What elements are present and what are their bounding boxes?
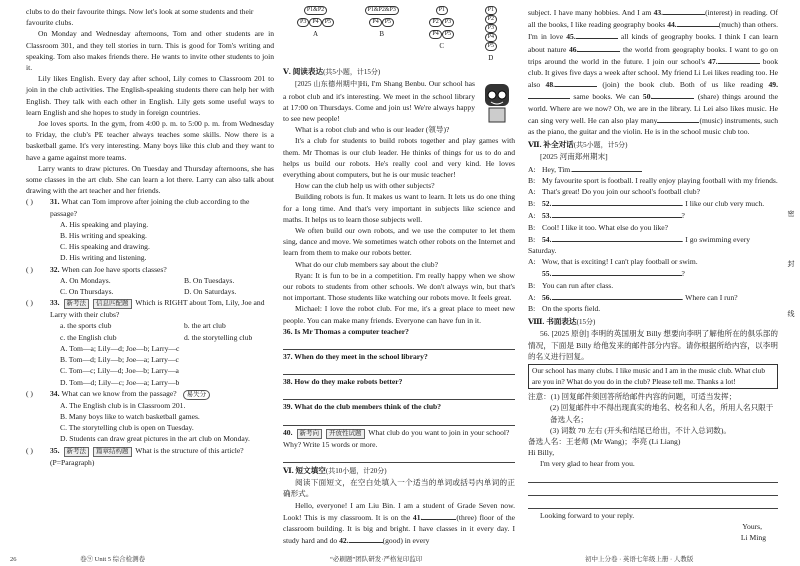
dialogue-blank[interactable] (552, 291, 682, 300)
speaker-label: A: (528, 187, 536, 197)
diagram-node: P2 (429, 18, 441, 27)
seal-line-mark: 线 (787, 310, 795, 317)
answer-paren[interactable]: ( ) (26, 445, 33, 455)
diagram-node: P1 (436, 6, 448, 15)
section-title: Ⅴ. 阅读表达 (283, 67, 324, 77)
passage-line: Michael: I love the robot club. For me, it's a great place to meet new people. You can make many friends. Everyone can have fun in it. (283, 304, 515, 325)
section-title: Ⅵ. 短文填空 (283, 465, 326, 475)
question-number: 32. (50, 264, 60, 274)
option: A. The English club is in Classroom 201. (60, 400, 186, 410)
dialogue-line (528, 291, 778, 303)
match-item: a. the sports club (60, 321, 112, 331)
blank-41[interactable] (422, 511, 456, 520)
option: C. Tom—c; Lily—d; Joe—b; Larry—a (60, 366, 179, 376)
reading-passage (283, 78, 515, 124)
question-36: 36. Is Mr Thomas a computer teacher? (283, 326, 409, 336)
blank-45[interactable] (576, 30, 618, 39)
match-items-33 (26, 320, 274, 342)
passage-line: What do our club members say about the club? (295, 259, 438, 269)
cloze-text: book club. It gives five days a week after school. My friend Li Lei likes reading too. He also (528, 56, 778, 90)
answer-paren[interactable]: ( ) (26, 298, 33, 308)
structure-option-a (297, 6, 334, 64)
diagram-label: A (312, 30, 319, 38)
question-text: When can Joe have sports classes? (61, 264, 167, 274)
option: B. Tom—d; Lily—b; Joe—a; Larry—c (60, 355, 179, 365)
dialogue-text: Wow, that is exciting! I can't play football or swim. (542, 257, 698, 267)
question-text: What is the structure of this article? (P=Paragraph) (50, 445, 244, 467)
blank-number: 49. (768, 80, 778, 90)
answer-line-37[interactable] (283, 363, 515, 375)
dialogue-text: 53. (542, 211, 552, 221)
dialogue-text: You can run after class. (542, 280, 614, 290)
dialogue-text: Cool! I like it too. What else do you like? (542, 222, 668, 232)
option: A. Tom—a; Lily—d; Joe—b; Larry—c (60, 343, 180, 353)
dialogue (528, 163, 778, 315)
source-tag: [2025 山东德州期中] (295, 80, 360, 89)
cloze-text: the world from geography books. I want to go on trips around the world in the future. I join our school's (528, 44, 779, 66)
diagram-node: P4 (309, 18, 321, 27)
speaker-label: B: (528, 199, 536, 209)
diagram-node: P5 (382, 18, 394, 27)
passage-line: We often build our own robots, and we use the computer to let them sing, dance and move. We sometimes watch other robots on the Internet and learn from them to make our robots better. (283, 226, 515, 258)
dialogue-text: That's great! Do you join our school's football club? (542, 187, 700, 197)
diagram-node: P4 (369, 18, 381, 27)
match-item: b. the art club (184, 321, 226, 331)
new-method-tag: 新考法 (64, 299, 90, 309)
dialogue-line (528, 175, 778, 186)
speaker-label: A: (528, 257, 536, 267)
dialogue-line (528, 186, 778, 197)
dialogue-text: ? (681, 211, 685, 221)
section-6-heading (283, 465, 515, 477)
option: C. His speaking and drawing. (60, 242, 150, 252)
section-score: (15分) (576, 318, 596, 327)
options-31 (26, 219, 274, 264)
diagram-label: C (439, 42, 445, 50)
question-text: Which is RIGHT about Tom, Lily, Joe and Larry with their clubs? (50, 298, 265, 320)
speaker-label: B: (528, 175, 536, 185)
option: C. On Thursdays. (60, 287, 114, 297)
diagram-node: P3 (485, 24, 497, 33)
dialogue-text: . I go swimming every Saturday. (528, 234, 751, 256)
option: D. On Saturdays. (184, 287, 237, 297)
diagram-node: P1&P2&P3 (365, 6, 399, 15)
speaker-label: B: (528, 304, 536, 314)
section-instruction: 阅读下面短文，在空白处填入一个适当的单词或括号内单词的正确形式。 (283, 478, 515, 499)
blank-47[interactable] (718, 55, 760, 64)
answer-paren[interactable]: ( ) (26, 197, 33, 207)
passage-line: What is a robot club and who is our leader (领导)? (295, 125, 450, 135)
dialogue-line (528, 280, 778, 291)
option: A. His speaking and playing. (60, 219, 149, 229)
footer-right: 初中上分卷 · 英语七年级上册 · 人教版 (585, 556, 694, 563)
cloze-continued (528, 6, 778, 137)
dialogue-line (528, 197, 778, 209)
question-number: 40. (283, 427, 293, 437)
paragraph-tom: On Monday and Wednesday afternoons, Tom and other students are in Classroom 301, and they tell stories in turn. This is good for Tom's writing and speaking. Tom also makes friends there. He wants to invite other students to join it. (26, 29, 274, 73)
dialogue-line (528, 222, 778, 233)
dialogue-line (528, 267, 778, 279)
paragraph-joe: Joe loves sports. In the gym, from 4:00 p. m. to 5:00 p. m. from Wednesday to Friday, the club's PE teacher always teaches some skills. Now there is a basketball game. It's very interesting. Many boys like this club and they want to have a game against more teams. (26, 119, 274, 162)
diagram-node: P4 (485, 33, 497, 42)
match-item: c. the English club (60, 332, 117, 342)
section-title: Ⅶ. 补全对话 (528, 140, 574, 150)
question-40 (283, 427, 515, 450)
new-method-tag: 新考法 (64, 447, 90, 457)
match-item: d. the storytelling club (184, 332, 253, 342)
cloze-text: (join) the book club. Both of us like reading (602, 80, 764, 90)
diagram-node: P2 (485, 15, 497, 24)
diagram-node: P3 (297, 18, 309, 27)
paragraph-larry: Larry wants to draw pictures. On Tuesday and Thursday afternoons, she has some classes in the art club. She can learn a lot there. Larry can also talk about drawing with the art teacher and her friends. (26, 163, 274, 196)
option: D. Tom—d; Lily—c; Joe—a; Larry—b (60, 377, 180, 387)
column-right (528, 6, 778, 543)
note-line: (2) 回复邮件中不得出现真实的地名、校名和人名，所用人名只限于备选人名； (550, 403, 774, 424)
writing-line[interactable] (528, 484, 778, 496)
letter-closing: Looking forward to your reply. (540, 510, 635, 520)
answer-line-39[interactable] (283, 414, 515, 426)
seal-line-mark: 密 (787, 210, 795, 217)
question-34 (26, 388, 274, 400)
speaker-label: A: (528, 164, 536, 174)
letter-signature: Li Ming (740, 532, 766, 542)
writing-line[interactable] (528, 497, 778, 509)
note-line: (3) 词数 70 左右 (开头和结尾已给出，不计入总词数)。 (550, 425, 731, 435)
blank-48[interactable] (555, 78, 597, 87)
seal-line-mark: 封 (787, 260, 795, 267)
dialogue-line (528, 233, 778, 256)
speaker-label: B: (528, 234, 536, 244)
question-number: 34. (50, 388, 60, 398)
section-7-heading (528, 139, 778, 151)
writing-line[interactable] (528, 471, 778, 483)
cloze-text: all kinds of geography books. I think I can learn about nature (528, 32, 779, 54)
email-excerpt-box: Our school has many clubs. I like music and I am in the music club. What club are you in? What do you do in the club? Please tell me. Thanks a lot! (528, 364, 778, 389)
question-number: 33. (50, 298, 60, 308)
paragraph-lily: Lily likes English. Every day after school, Lily comes to Classroom 201 to join in the club activities. The English-speaking students there can help her with English. They talk with each other in English. Lily gets some useful ways to learn English and she hopes to study in foreign countries. (26, 74, 274, 117)
dialogue-text: Hey, Tim. (542, 164, 573, 174)
option: B. Many boys like to watch basketball games. (60, 411, 200, 421)
answer-paren[interactable]: ( ) (26, 264, 33, 274)
options-33 (26, 343, 274, 388)
column-left (26, 6, 274, 468)
question-type-tag: 开放性试题 (326, 429, 365, 439)
option: D. His writing and listening. (60, 253, 147, 263)
speaker-label: B: (528, 280, 536, 290)
dialogue-blank[interactable] (552, 233, 682, 242)
diagram-node: P1 (485, 6, 497, 15)
source-tag: [2025 河南郑州期末] (540, 152, 608, 162)
diagram-node: P3 (442, 18, 454, 27)
dialogue-text: . Where can I run? (681, 292, 738, 302)
cloze-text: Hello, everyone! I am Liu Bin. I am a student of Grade Seven now. Look! This is my classroom. It is on the (283, 500, 515, 522)
blank-music[interactable] (657, 114, 699, 123)
cloze-text: subject. I have many hobbies. And I am (528, 8, 652, 17)
speaker-label: A: (528, 292, 536, 302)
question-text: What club do you want to join in your school? Why? Write 15 words or more. (283, 427, 510, 449)
question-number: 35. (50, 445, 60, 455)
cloze-text: (music) instruments, such as the piano, the guitar and the violin. He is in the school music club too. (528, 115, 778, 137)
dialogue-blank[interactable] (552, 197, 682, 206)
section-8-heading (528, 316, 778, 328)
dialogue-text: . I like our club very much. (681, 199, 765, 209)
passage-line: Ryan: It is fun to be in a competition. I'm really happy when we show our robots to students from other schools. We don't always win, but that's not important. Those students like watching our robots move. It feels great. (283, 270, 515, 303)
diagram-node: P5 (322, 18, 334, 27)
answer-paren[interactable]: ( ) (26, 388, 33, 398)
options-32 (26, 275, 274, 297)
answer-line-36[interactable] (283, 338, 515, 350)
cloze-text: same books. We can (573, 92, 640, 102)
options-34 (26, 400, 274, 445)
structure-option-d (485, 6, 497, 64)
robot-cartoon-icon (479, 82, 515, 126)
section-score: (共5小题，计15分) (323, 68, 381, 77)
dialogue-line (528, 163, 778, 175)
structure-option-c (429, 6, 454, 64)
dialogue-text: 52. (542, 199, 552, 209)
question-35 (26, 445, 274, 468)
passage-line: Building robots is fun. It makes us want to learn. It lets us do one thing for a long time. And that's very important in subjects like science and maths. It helps us to learn those subjects well. (283, 192, 515, 224)
new-direction-tag: 新考向 (297, 429, 323, 439)
dialogue-line (528, 303, 778, 314)
question-31 (26, 196, 274, 218)
question-number: 31. (50, 197, 60, 207)
blank-42[interactable] (349, 534, 383, 543)
dialogue-blank[interactable] (552, 209, 682, 218)
page-number: 26 (10, 556, 17, 563)
question-text: What can Tom improve after joining the club according to the passage? (50, 197, 250, 218)
option: B. His writing and speaking. (60, 231, 147, 241)
diagram-label: D (488, 54, 494, 62)
column-middle (283, 6, 515, 546)
note-line: 备选人名：王老师 (Mr Wang)；李亮 (Li Liang) (528, 436, 681, 446)
cloze-text: (share) things around the world. Where are we now? Oh, we are in the library. Li Lei also likes music. He can sing very well. He can also play many (528, 92, 778, 125)
option: D. Students can draw great pictures in the art club on Monday. (60, 434, 250, 444)
cloze-text: floor of the classroom building. It is big and bright. I have classes in it every day. I study hard and do (283, 512, 515, 546)
footer-middle: “必刷题”团队研发·严格复印监印 (330, 556, 423, 563)
blank-hint: (much) than others. I'm in love (528, 20, 779, 42)
question-38: 38. How do they make robots better? (283, 377, 403, 387)
question-33 (26, 297, 274, 320)
diagram-label: B (379, 30, 385, 38)
passage-line: It's a club for students to build robots together and play games with them. Mr Thomas is our club leader. He thinks of things for us to do and helps us build our robots. He's really cool and very kind. He loves everything about computers, but he is our music teacher! (283, 136, 515, 180)
dialogue-text: 55. (542, 269, 552, 279)
diagram-node: P4 (429, 30, 441, 39)
dialogue-text: On the sports field. (542, 304, 601, 314)
dialogue-text: My favourite sport is football. I really enjoy playing football with my friends. (542, 175, 778, 185)
answer-line-38[interactable] (283, 388, 515, 400)
blank-number: 50. (642, 92, 653, 102)
speaker-label: A: (528, 211, 536, 221)
dialogue-text: 54. (542, 234, 552, 244)
dialogue-line (528, 256, 778, 267)
blank-hint: (good) in every (382, 536, 430, 546)
dialogue-text: ? (681, 269, 685, 279)
section-title: Ⅷ. 书面表达 (528, 317, 577, 327)
section-score: (共5小题，计5分) (573, 141, 628, 150)
blank-number: 42. (339, 536, 349, 546)
blank-number: 41. (412, 512, 423, 522)
blank-43[interactable] (663, 6, 705, 15)
blank-number: 46. (568, 44, 579, 54)
blank-hint: (interest) in (705, 8, 741, 17)
diagram-node: P5 (442, 30, 454, 39)
cloze-paragraph (283, 500, 515, 547)
question-text: What can we know from the passage? (61, 388, 177, 398)
option: B. On Tuesdays. (184, 275, 235, 285)
blank-number: 44. (667, 20, 677, 30)
option: C. The storytelling club is open on Tuesday. (60, 423, 194, 433)
note-line: 注意：(1) 回复邮件须回答所给邮件内容的问题，可适当发挥； (528, 392, 737, 402)
blank-50[interactable] (652, 90, 694, 99)
blank-46[interactable] (578, 43, 620, 52)
dialogue-blank[interactable] (552, 267, 682, 276)
footer-unit: 卷⑨ Unit 5 综合检测卷 (80, 556, 146, 563)
section-score: (共10小题，计20分) (325, 466, 387, 475)
structure-option-b (365, 6, 399, 64)
question-39: 39. What do the club members think of the club? (283, 402, 442, 412)
letter-greeting: Hi Billy, (528, 448, 555, 458)
diagram-node: P5 (485, 42, 497, 51)
option: A. On Mondays. (60, 275, 111, 285)
structure-diagram (297, 6, 497, 64)
writing-prompt: 56. [2025 原创] 李明的英国朋友 Billy 想要向李明了解他所在的俱乐部的情况，下面是 Billy 给他发来的邮件部分内容。请你根据所给内容，以李明的名义进行回复。 (528, 329, 778, 361)
question-type-tag: 篇章结构题 (93, 447, 132, 457)
passage-line: Hi, I'm Shang Benbu. Our school has a robot club and it's interesting. We meet in the school library at 17:00 on Thursdays. Come and join us! We're always happy to see new people! (283, 79, 475, 124)
question-32 (26, 264, 274, 275)
blank-44[interactable] (677, 18, 719, 27)
blank-number: 43. (653, 8, 664, 17)
dialogue-text: 56. (542, 292, 552, 302)
error-prone-chip: 易失分 (183, 390, 211, 400)
dialogue-line (528, 209, 778, 221)
blank-number: 47. (708, 56, 718, 66)
blank-number: 45. (566, 32, 576, 42)
passage-line: How can the club help us with other subjects? (295, 181, 435, 191)
intro-line-0: clubs to do their favourite things. Now let's look at some students and their favourite clubs. (26, 7, 254, 28)
blank-49[interactable] (528, 90, 570, 99)
diagram-node: P1&P2 (304, 6, 327, 15)
question-type-tag: 信息匹配题 (93, 299, 132, 309)
answer-line-40[interactable] (283, 451, 515, 463)
letter-opening: I'm very glad to hear from you. (540, 459, 635, 469)
blank-number: 48. (545, 80, 556, 90)
blank-hint: (three) (456, 512, 477, 522)
cloze-text: reading. Of all the books, I like reading geography books (528, 8, 779, 30)
section-5-heading (283, 66, 515, 78)
question-37: 37. When do they meet in the school library? (283, 352, 428, 362)
speaker-label: B: (528, 222, 536, 232)
letter-signoff: Yours, (742, 521, 762, 531)
dialogue-blank[interactable] (572, 163, 642, 172)
